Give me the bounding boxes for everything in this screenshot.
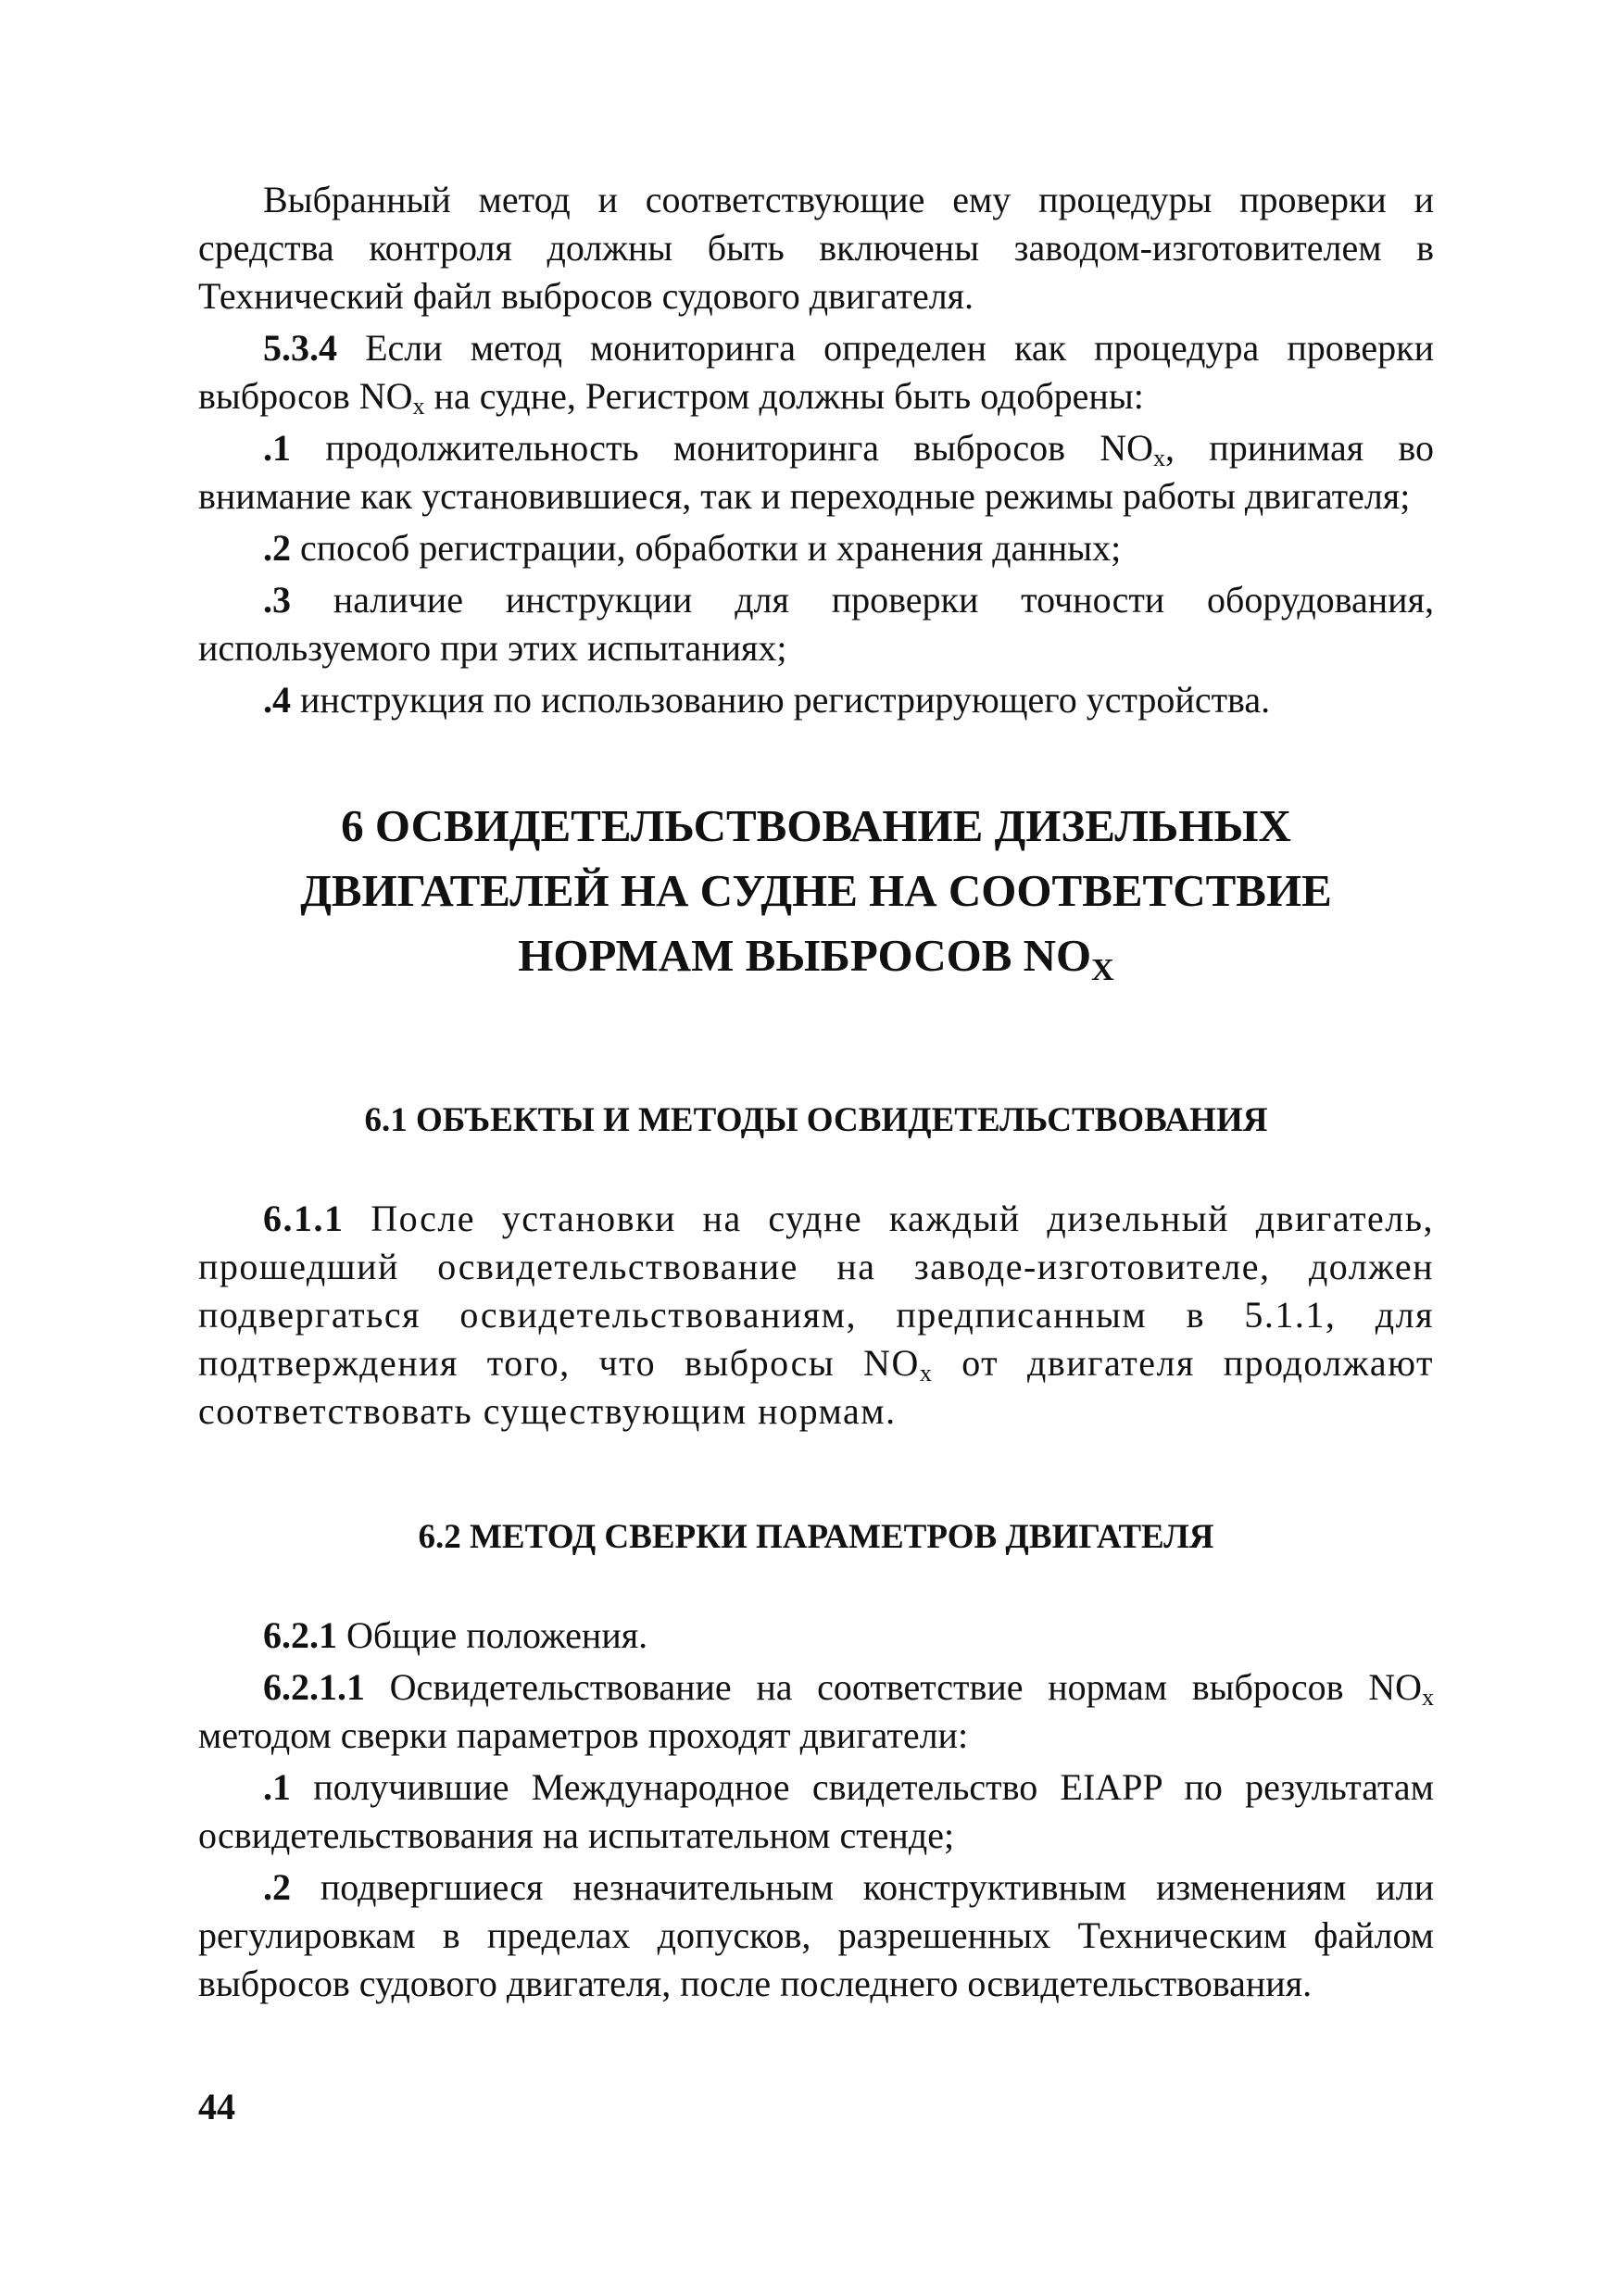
list-item-4: .4 инструкция по использованию регистрирующего устройства.: [263, 679, 1271, 721]
chapter-title-line-2: ДВИГАТЕЛЕЙ НА СУДНЕ НА СООТВЕТСТВИЕ: [300, 865, 1332, 916]
list-item-6-2-1: .1 получившие Международное свидетельство EIAPP по результатам освидетельствования на испытательном стенде;: [198, 1766, 1434, 1856]
section-6-2-heading: 6.2 МЕТОД СВЕРКИ ПАРАМЕТРОВ ДВИГАТЕЛЯ: [418, 1518, 1214, 1556]
list-item-6-2-2: .2 подвергшиеся незначительным конструктивным изменениям или регулировкам в пределах допусков, разрешенных Техническим файлом выбросов судового двигателя, после последнего освидетельствования.: [198, 1866, 1434, 2004]
section-6-1-body: [198, 1195, 1434, 1439]
text-block-monitoring: [198, 176, 1434, 728]
section-6-1-heading: 6.1 ОБЪЕКТЫ И МЕТОДЫ ОСВИДЕТЕЛЬСТВОВАНИЯ: [364, 1101, 1268, 1139]
paragraph-5-3-4: 5.3.4 Если метод мониторинга определен как процедура проверки выбросов $NO_x$ на судне, Регистром должны быть одобрены:: [198, 327, 1434, 420]
chapter-title-line-1: 6 ОСВИДЕТЕЛЬСТВОВАНИЕ ДИЗЕЛЬНЫХ: [341, 800, 1291, 851]
chapter-title-line-3: НОРМАМ ВЫБРОСОВ $NO_X$: [518, 930, 1114, 987]
paragraph-6-1-1: 6.1.1 После установки на судне каждый дизельный двигатель, прошедший освидетельствование на заводе-изготовителе, должен подвергаться освидетельствованиям, предписанным в 5.1.1, для подтверждения того, что выбросы $NO_x$ от двигателя продолжают соответствовать существующим нормам.: [198, 1198, 1434, 1432]
section-6-2-body: [198, 1612, 1434, 2012]
paragraph-method-selection: Выбранный метод и соответствующие ему процедуры проверки и средства контроля должны быть включены заводом-изготовителем в Технический файл выбросов судового двигателя.: [198, 179, 1434, 317]
list-item-1: .1 продолжительность мониторинга выбросов $NO_x$, принимая во внимание как установившиеся, так и переходные режимы работы двигателя;: [198, 427, 1434, 517]
paragraph-6-2-1: 6.2.1 Общие положения.: [263, 1614, 648, 1656]
list-item-3: .3 наличие инструкции для проверки точности оборудования, используемого при этих испытаниях;: [198, 579, 1434, 669]
list-item-2: .2 способ регистрации, обработки и хранения данных;: [263, 527, 1122, 569]
paragraph-6-2-1-1: 6.2.1.1 Освидетельствование на соответствие нормам выбросов $NO_x$ методом сверки параметров проходят двигатели:: [198, 1666, 1434, 1756]
page-number: 44: [198, 2086, 235, 2127]
